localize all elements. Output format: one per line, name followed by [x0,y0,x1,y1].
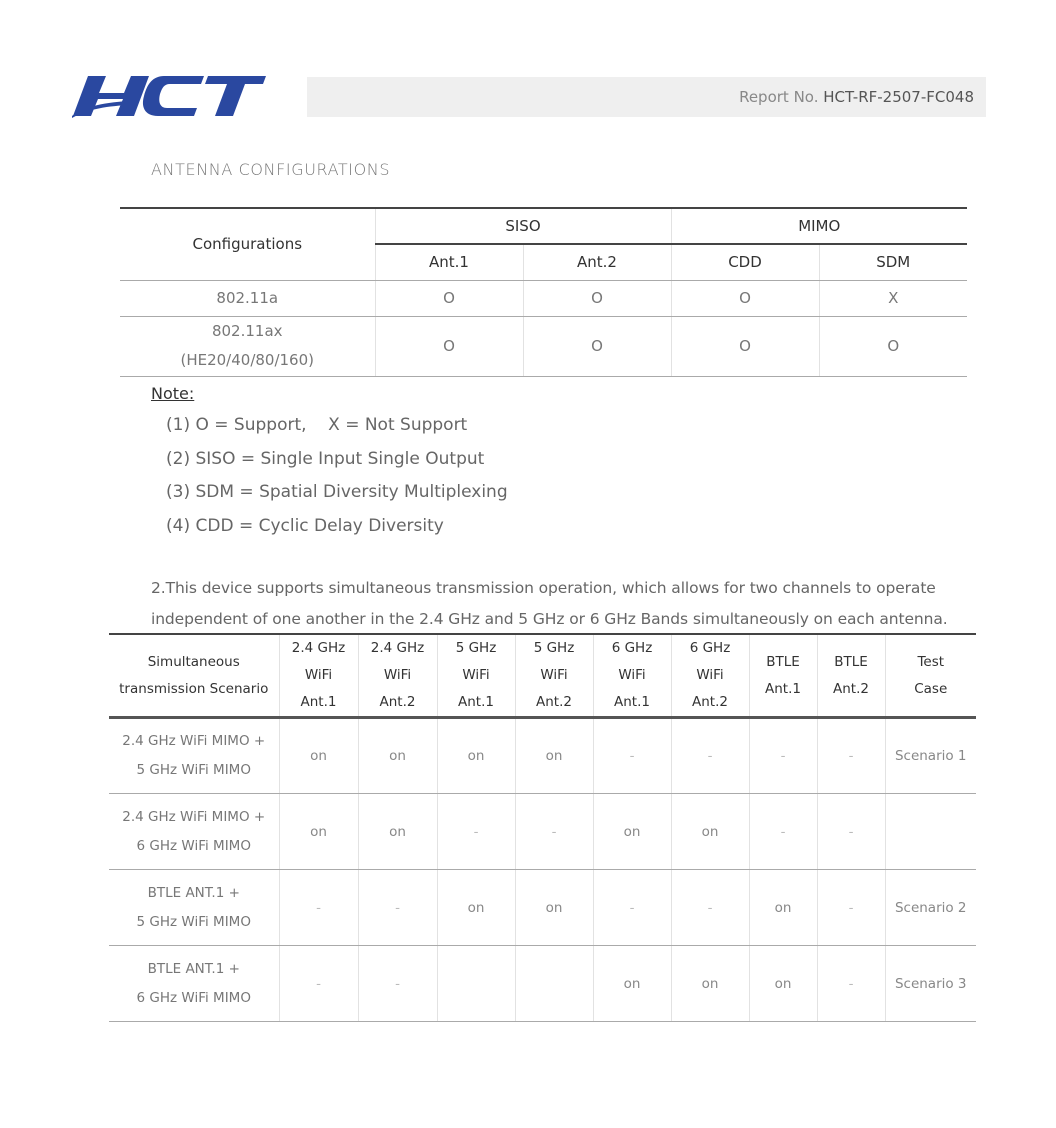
note-item: (4) CDD = Cyclic Delay Diversity [166,516,444,536]
header-line: Ant.2 [379,694,416,710]
header-line: BTLE [766,653,800,670]
header-24ghz-ant2 [358,634,437,718]
header-line: WiFi [540,667,568,683]
test-case-cell: Scenario 3 [885,946,976,1022]
cell-value: - [593,870,671,946]
cell-value: - [817,870,885,946]
row-label [109,946,279,1022]
cell-value: - [358,946,437,1022]
row-label [109,870,279,946]
report-header-bar [307,77,986,117]
subheader-sdm: SDM [819,244,967,280]
header-test-case [885,634,976,718]
row-label [120,316,375,376]
header-line: 6 GHz [689,640,731,656]
cell-value: on [279,718,358,794]
cell-value: - [279,870,358,946]
table-row [109,946,976,1022]
cell-value: O [523,280,671,316]
cell-value: on [593,946,671,1022]
cell-value: on [515,718,593,794]
cell-value: - [749,794,817,870]
row-label-line: 2.4 GHz WiFi MIMO + [122,808,266,825]
cell-value: O [819,316,967,376]
test-case-cell: Scenario 2 [885,870,976,946]
header-btle-ant1 [749,634,817,718]
note-item: (1) O = Support, X = Not Support [166,415,468,435]
header-scenario [109,634,279,718]
sim-table-body [109,718,976,1022]
cell-value: O [375,316,523,376]
header-line: 2.4 GHz [370,640,425,656]
row-label-line: 6 GHz WiFi MIMO [136,989,251,1006]
row-label-line: 2.4 GHz WiFi MIMO + [122,733,266,749]
table-row [120,316,967,376]
cell-value: - [817,794,885,870]
header-line: WiFi [383,667,412,683]
header-line: BTLE [834,653,868,670]
header-5ghz-ant1 [437,634,515,718]
cell-value: on [749,870,817,946]
cell-value: - [593,718,671,794]
cell-value: - [279,946,358,1022]
group-header-siso: SISO [375,208,671,244]
hct-logo-icon [72,72,267,122]
header-6ghz-ant1 [593,634,671,718]
row-label-line: 5 GHz WiFi MIMO [136,913,251,930]
cell-value: on [749,946,817,1022]
cell-value: X [819,280,967,316]
paragraph-line: 2.This device supports simultaneous transmission operation, which allows for two channels to operate [151,579,936,597]
cell-value: O [523,316,671,376]
subheader-cdd: CDD [671,244,819,280]
table-row [120,280,967,316]
group-header-mimo: MIMO [671,208,967,244]
header-line: 5 GHz [455,640,497,656]
row-label-line: (HE20/40/80/160) [180,351,314,369]
header-line: Ant.1 [300,694,337,710]
table-row [109,718,976,794]
cell-value: - [515,794,593,870]
subheader-ant2: Ant.2 [523,244,671,280]
header-line: Case [914,680,948,697]
header-line: Ant.2 [833,680,869,697]
cell-value: - [749,718,817,794]
sim-header-row [109,634,976,718]
header-line: WiFi [304,667,333,683]
simultaneous-transmission-table [109,633,976,1022]
cell-value: on [671,946,749,1022]
cell-value: on [279,794,358,870]
config-header-row [120,208,967,244]
config-corner-header: Configurations [120,208,375,280]
test-case-cell: Scenario 1 [885,718,976,794]
row-label [109,718,279,794]
cell-value: on [437,870,515,946]
cell-value: on [515,870,593,946]
table-row [109,870,976,946]
cell-value: - [437,794,515,870]
report-number-text [739,88,974,106]
header-line: Test [917,653,945,670]
row-label-line: BTLE ANT.1 + [147,960,240,977]
cell-value [515,946,593,1022]
header-line: Simultaneous [147,653,240,670]
cell-value: - [671,718,749,794]
section-title: ANTENNA CONFIGURATIONS [151,160,391,179]
note-title: Note: [151,384,195,403]
header-line: WiFi [618,667,646,683]
note-item: (3) SDM = Spatial Diversity Multiplexing [166,482,508,502]
antenna-config-table [120,207,967,377]
cell-value: - [671,870,749,946]
cell-value [437,946,515,1022]
row-label-line: 802.11ax [211,322,283,340]
report-number: HCT-RF-2507-FC048 [823,88,974,106]
header-line: transmission Scenario [119,680,269,697]
cell-value: on [358,718,437,794]
header-line: 5 GHz [533,640,575,656]
row-label: 802.11a [120,280,375,316]
header-line: 2.4 GHz [291,640,346,656]
cell-value: on [358,794,437,870]
cell-value: - [817,718,885,794]
header-line: 6 GHz [611,640,653,656]
cell-value: - [817,946,885,1022]
header-line: Ant.2 [692,694,728,710]
cell-value: - [358,870,437,946]
header-24ghz-ant1 [279,634,358,718]
row-label [109,794,279,870]
header-line: WiFi [696,667,724,683]
row-label-line: 5 GHz WiFi MIMO [136,762,251,778]
cell-value: O [375,280,523,316]
header-line: Ant.1 [765,680,801,697]
report-label: Report No. [739,88,819,106]
row-label-line: BTLE ANT.1 + [147,884,240,901]
hct-logo [72,72,267,122]
header-line: Ant.2 [536,694,572,710]
test-case-cell [885,794,976,870]
header-6ghz-ant2 [671,634,749,718]
cell-value: on [437,718,515,794]
subheader-ant1: Ant.1 [375,244,523,280]
note-item: (2) SISO = Single Input Single Output [166,449,485,469]
table-row [109,794,976,870]
header-line: WiFi [462,667,490,683]
cell-value: on [593,794,671,870]
header-line: Ant.1 [614,694,650,710]
paragraph-line: independent of one another in the 2.4 GHz and 5 GHz or 6 GHz Bands simultaneously on each antenna. [151,610,948,628]
row-label-line: 6 GHz WiFi MIMO [136,837,251,854]
header-line: Ant.1 [458,694,494,710]
cell-value: on [671,794,749,870]
header-5ghz-ant2 [515,634,593,718]
cell-value: O [671,280,819,316]
header-btle-ant2 [817,634,885,718]
cell-value: O [671,316,819,376]
